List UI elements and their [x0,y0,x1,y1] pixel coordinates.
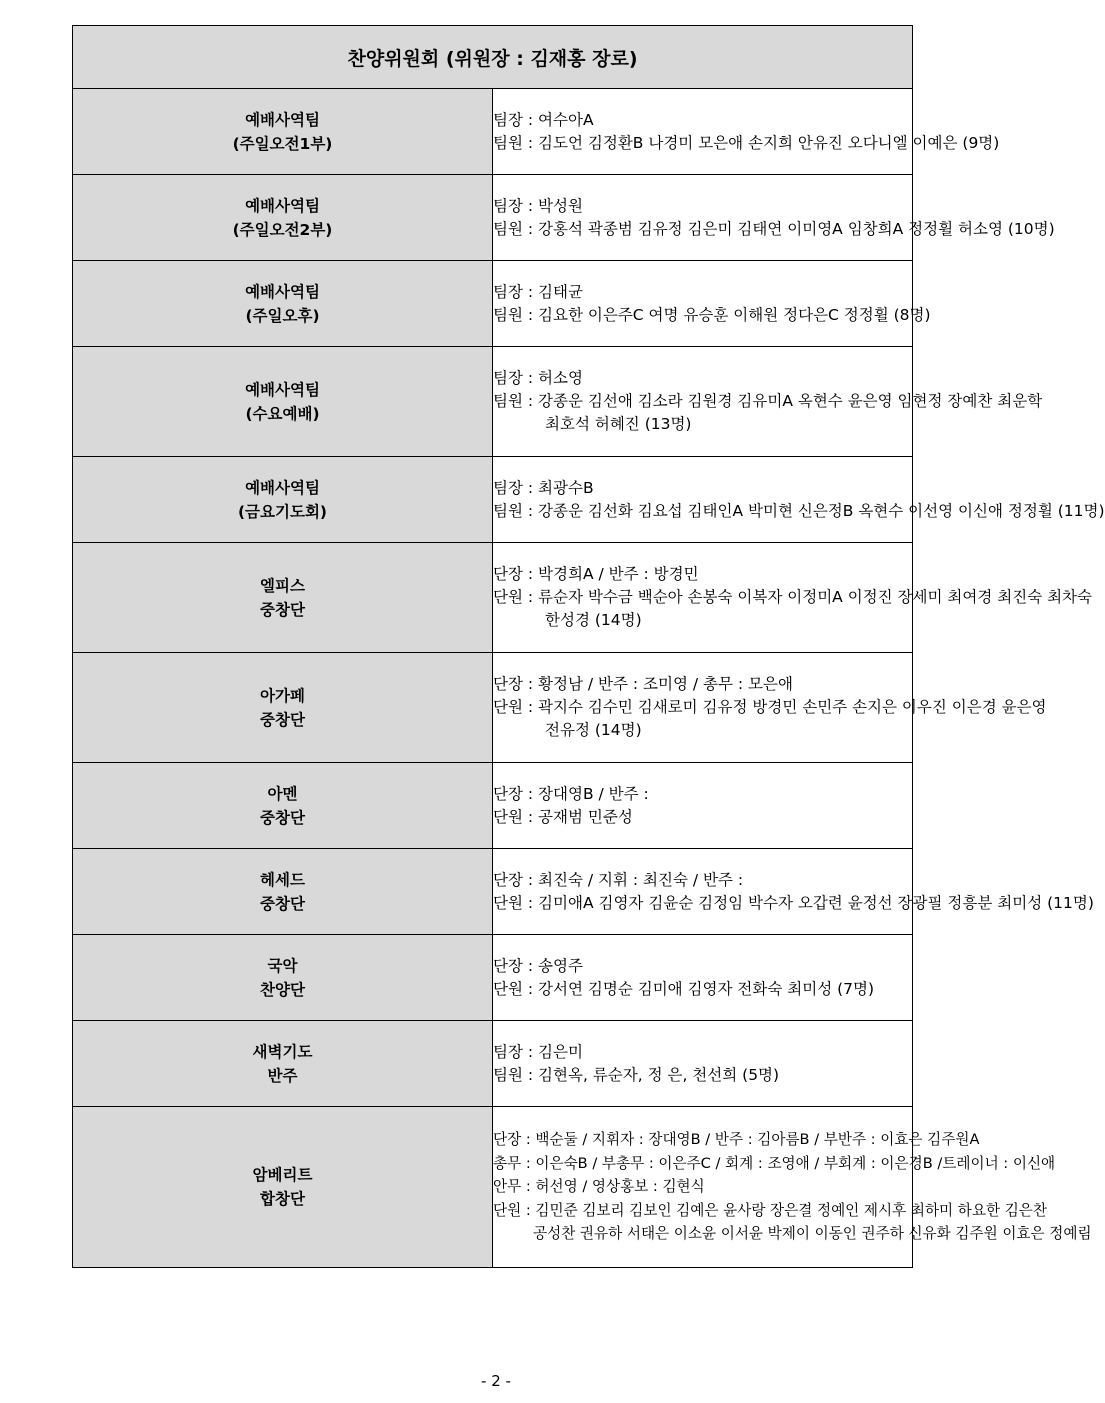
table-title: 찬양위원회 (위원장 : 김재홍 장로) [73,26,913,89]
table-row [73,175,913,261]
table-row [73,763,913,849]
leader-line: 단장 : 황정남 / 반주 : 조미영 / 총무 : 모은애 [493,675,793,693]
table-row [73,935,913,1021]
leader-line: 팀장 : 박성원 [493,196,583,215]
table-row [73,347,913,457]
leader-line: 팀장 : 여수아A [493,110,594,129]
page-number: - 2 - [481,1372,511,1390]
table-row [73,1107,913,1268]
row-label: 헤세드 중창단 [73,849,493,935]
row-label: 국악 찬양단 [73,935,493,1021]
members-line: 공성찬 권유하 서태은 이소윤 이서윤 박제이 이동인 권주하 신유화 김주원 이효은 정예림 [533,1225,1092,1243]
leader-line: 팀장 : 김태균 [493,282,583,301]
table-row [73,849,913,935]
row-label: 아멘 중창단 [73,763,493,849]
members-line: 최호석 허혜진 (13명) [545,415,692,433]
members-line: 팀원 : 강종운 김선화 김요섭 김태인A 박미현 신은정B 옥현수 이선영 이신애 정정휠 (11명) [493,501,1105,520]
row-label: 엘피스 중창단 [73,543,493,653]
table-row [73,543,913,653]
row-content [493,457,1105,543]
table-row [73,653,913,763]
members-line: 팀원 : 강홍석 곽종범 김유정 김은미 김태연 이미영A 임창희A 정정휠 허소영 (10명) [493,219,1055,238]
row-content [493,1021,913,1107]
members-line: 팀원 : 강종운 김선애 김소라 김원경 김유미A 옥현수 윤은영 임현정 장예찬 최운학 [493,392,1043,410]
members-line: 한성경 (14명) [545,611,642,629]
leader-line: 단장 : 박경희A / 반주 : 방경민 [493,565,699,583]
row-content [493,763,913,849]
members-line: 단원 : 김미애A 김영자 김윤순 김정임 박수자 오갑련 윤정선 장광필 정흥분 최미성 (11명) [493,893,1094,912]
row-content [493,175,1055,261]
leader-line: 팀장 : 김은미 [493,1042,583,1061]
staff-line: 안무 : 허선영 / 영상홍보 : 김현식 [493,1178,705,1196]
table-title-row [73,26,913,89]
row-content [493,849,1094,935]
members-line: 팀원 : 김도언 김정환B 나경미 모은애 손지희 안유진 오다니엘 이예은 (9명) [493,133,1000,152]
leader-line: 팀장 : 최광수B [493,478,594,497]
leader-line: 단장 : 최진숙 / 지휘 : 최진숙 / 반주 : [493,870,744,889]
row-label: 예배사역팀 (주일오후) [73,261,493,347]
members-line: 팀원 : 김현옥, 류순자, 정 은, 천선희 (5명) [493,1065,780,1084]
leader-line: 팀장 : 허소영 [493,369,583,387]
row-label: 예배사역팀 (수요예배) [73,347,493,457]
leader-line: 단장 : 송영주 [493,956,583,975]
row-content [493,543,1093,653]
row-content [493,653,1047,763]
row-label: 아가페 중창단 [73,653,493,763]
table-row [73,457,913,543]
table-row [73,261,913,347]
row-content [493,89,1000,175]
row-content [493,935,913,1021]
row-content [493,261,931,347]
row-content [493,347,1043,457]
row-label: 암베리트 합창단 [73,1107,493,1268]
choir-committee-table [72,25,1105,1268]
table-row [73,1021,913,1107]
members-line: 단원 : 강서연 김명순 김미애 김영자 전화숙 최미성 (7명) [493,979,875,998]
table-row [73,89,913,175]
members-line: 단원 : 공재범 민준성 [493,807,633,826]
row-label: 예배사역팀 (금요기도회) [73,457,493,543]
members-line: 단원 : 류순자 박수금 백순아 손봉숙 이복자 이정미A 이정진 장세미 최여경 최진숙 최차숙 [493,588,1093,606]
members-line: 팀원 : 김요한 이은주C 여명 유승훈 이해원 정다은C 정정휠 (8명) [493,305,931,324]
row-label: 예배사역팀 (주일오전2부) [73,175,493,261]
members-line: 전유정 (14명) [545,721,642,739]
row-label: 새벽기도 반주 [73,1021,493,1107]
members-line: 단원 : 김민준 김보리 김보인 김예은 윤사랑 장은결 정예인 제시후 최하미 하요한 김은찬 [493,1201,1048,1219]
leader-line: 단장 : 장대영B / 반주 : [493,784,649,803]
members-line: 단원 : 곽지수 김수민 김새로미 김유정 방경민 손민주 손지은 이우진 이은경 윤은영 [493,698,1047,716]
officers-line: 총무 : 이은숙B / 부총무 : 이은주C / 회계 : 조영애 / 부회계 : 이은경B /트레이너 : 이신애 [493,1154,1056,1172]
row-label: 예배사역팀 (주일오전1부) [73,89,493,175]
leader-line: 단장 : 백순둘 / 지휘자 : 장대영B / 반주 : 김아름B / 부반주 : 이효은 김주원A [493,1131,980,1149]
row-content [493,1107,1092,1268]
